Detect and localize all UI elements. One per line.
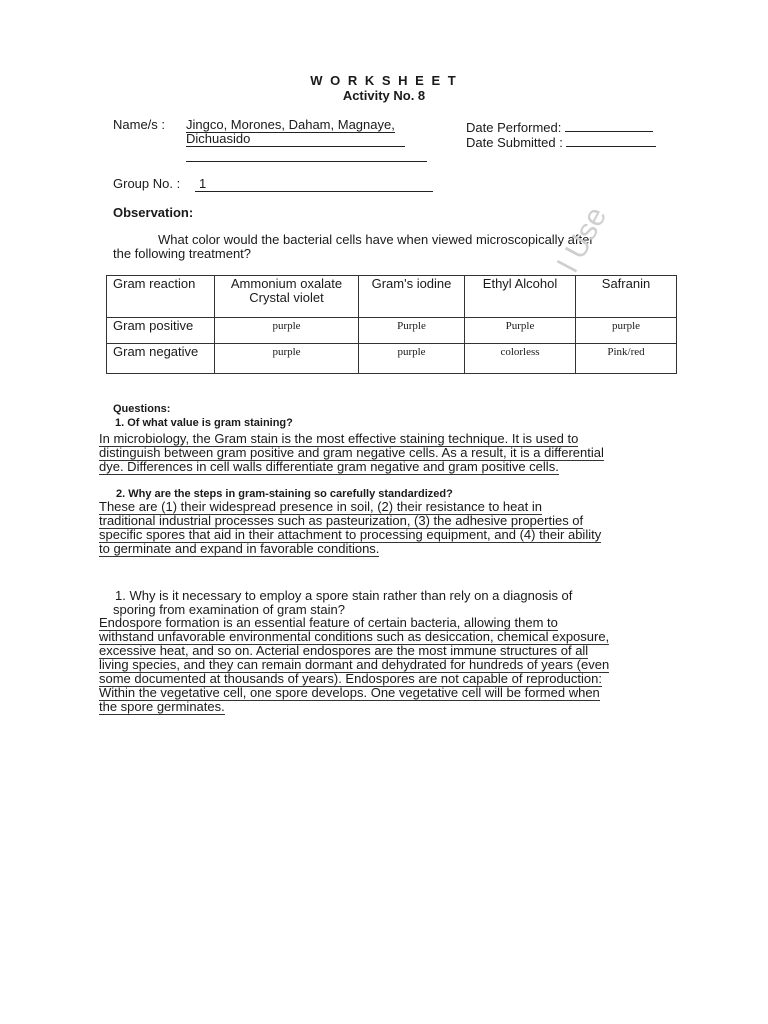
answer-line: In microbiology, the Gram stain is the most effective staining technique. It is used to [99,431,579,446]
date-performed-blank [565,120,653,132]
date-performed [466,120,653,135]
table-cell: Purple [465,318,576,344]
observation-heading: Observation: [113,205,194,220]
date-performed-label: Date Performed: [466,120,562,135]
answer-line: living species, and they can remain dormant and dehydrated for hundreds of years (even [99,657,610,672]
answer-line: distinguish between gram positive and gram negative cells. As a result, it is a differential [99,445,604,460]
answer-line: Within the vegetative cell, one spore develops. One vegetative cell will be formed when [99,685,600,700]
header-ethyl-alcohol: Ethyl Alcohol [465,276,576,318]
table-header-row [107,276,677,318]
table-row [107,318,677,344]
answer-1 [99,432,604,474]
date-submitted-label: Date Submitted : [466,135,563,150]
date-submitted-blank [566,135,656,147]
table-cell: purple [215,344,359,374]
date-submitted [466,135,656,150]
names-blank-line [186,161,427,162]
question-2: 2. Why are the steps in gram-staining so carefully standardized? [116,488,453,500]
answer-line: some documented at thousands of years). Endospores are not capable of reproduction: [99,671,602,686]
question-3-line-1: 1. Why is it necessary to employ a spore stain rather than rely on a diagnosis of [115,588,573,603]
staining-results-table [106,275,677,374]
answer-line: specific spores that aid in their attachment to processing equipment, and (4) their ability [99,527,602,542]
table-cell: purple [576,318,677,344]
row-label: Gram negative [107,344,215,374]
row-label: Gram positive [107,318,215,344]
table-cell: purple [359,344,465,374]
header-safranin: Safranin [576,276,677,318]
watermark: l Use [552,201,614,278]
table-row [107,344,677,374]
names-line-2: Dichuasido [186,131,405,147]
answer-line: Endospore formation is an essential feature of certain bacteria, allowing them to [99,615,558,630]
header-crystal-violet: Ammonium oxalate Crystal violet [215,276,359,318]
group-label: Group No. : [113,176,181,191]
answer-line: withstand unfavorable environmental conditions such as desiccation, chemical exposure, [99,629,610,644]
answer-3 [99,616,609,714]
names-line-1 [186,117,433,132]
table-cell: colorless [465,344,576,374]
worksheet-title: W O R K S H E E T [310,73,458,88]
header-gram-reaction: Gram reaction [107,276,215,318]
answer-line: the spore germinates. [99,699,225,714]
question-3-line-2: sporing from examination of gram stain? [113,602,345,617]
answer-2 [99,500,601,556]
table-cell: Pink/red [576,344,677,374]
header-grams-iodine: Gram's iodine [359,276,465,318]
observation-prompt-2: the following treatment? [113,246,252,261]
answer-line: excessive heat, and so on. Acterial endospores are the most immune structures of all [99,643,589,658]
answer-line: dye. Differences in cell walls differentiate gram negative and gram positive cells. [99,459,559,474]
activity-number: Activity No. 8 [342,88,426,103]
answer-line: These are (1) their widespread presence in soil, (2) their resistance to heat in [99,499,542,514]
table-cell: Purple [359,318,465,344]
answer-line: traditional industrial processes such as pasteurization, (3) the adhesive properties of [99,513,584,528]
questions-heading: Questions: [113,403,171,415]
answer-line: to germinate and expand in favorable conditions. [99,541,380,556]
names-value-1: Jingco, Morones, Daham, Magnaye, [186,117,395,132]
group-value: 1 [195,176,433,192]
names-label: Name/s : [113,117,166,132]
question-1: 1. Of what value is gram staining? [115,417,293,429]
observation-prompt-1: What color would the bacterial cells have when viewed microscopically after [158,232,594,247]
table-cell: purple [215,318,359,344]
